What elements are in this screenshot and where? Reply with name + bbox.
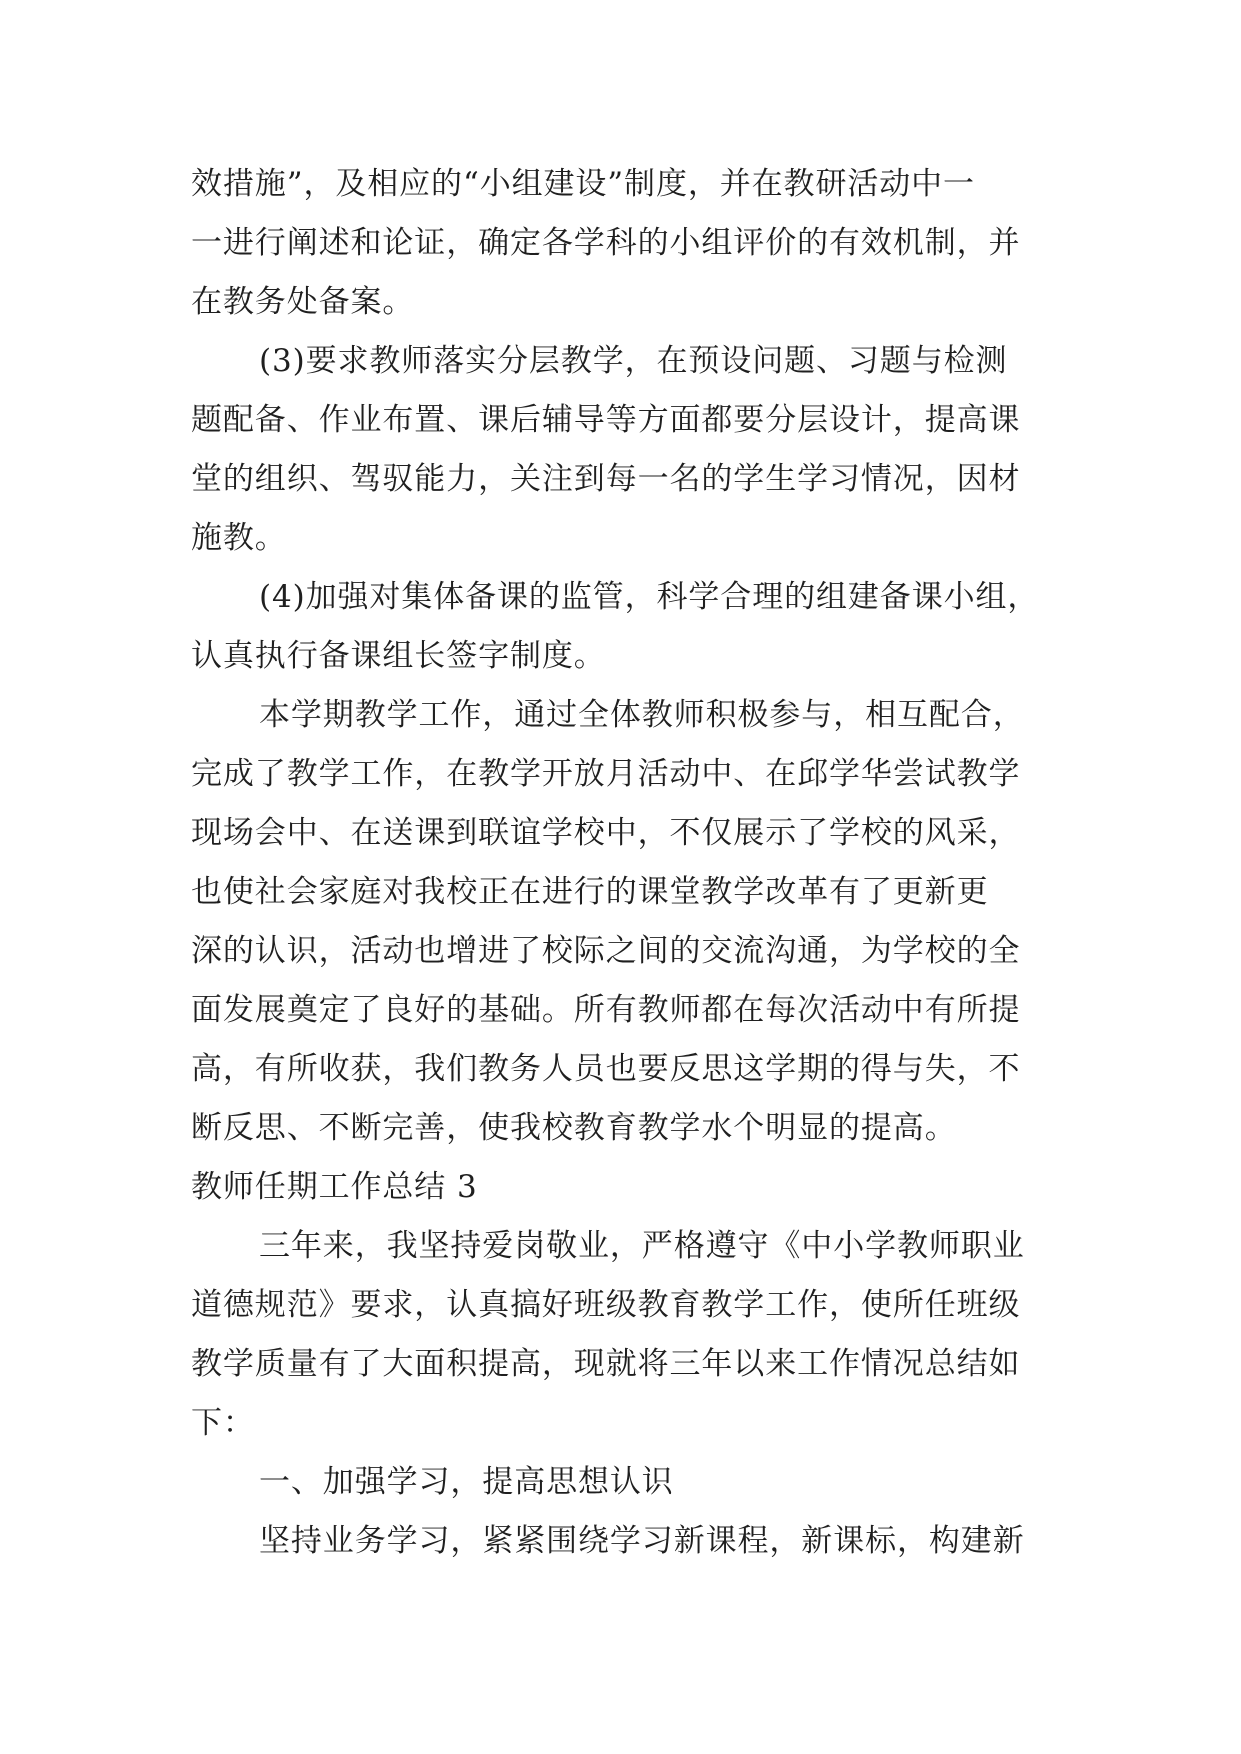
text-line: 道德规范》要求，认真搞好班级教育教学工作，使所任班级 xyxy=(191,1287,1021,1323)
text-line: 现场会中、在送课到联谊学校中，不仅展示了学校的风采， xyxy=(191,815,1021,851)
text-line: 一进行阐述和论证，确定各学科的小组评价的有效机制，并 xyxy=(191,225,1021,261)
text-line: 深的认识，活动也增进了校际之间的交流沟通，为学校的全 xyxy=(191,933,1021,969)
text-line: 施教。 xyxy=(191,520,287,556)
text-line: 教学质量有了大面积提高，现就将三年以来工作情况总结如 xyxy=(191,1346,1021,1382)
text-line: 坚持业务学习，紧紧围绕学习新课程，新课标，构建新 xyxy=(259,1523,1025,1559)
text-line: 下： xyxy=(191,1405,255,1441)
text-line: 一、加强学习，提高思想认识 xyxy=(259,1464,674,1500)
text-line: 认真执行备课组长签字制度。 xyxy=(191,638,606,674)
text-line: 面发展奠定了良好的基础。所有教师都在每次活动中有所提 xyxy=(191,992,1021,1028)
text-line: (4)加强对集体备课的监管，科学合理的组建备课小组， xyxy=(259,579,1040,615)
document-body xyxy=(191,155,1067,1571)
text-line: 题配备、作业布置、课后辅导等方面都要分层设计，提高课 xyxy=(191,402,1021,438)
text-line: 堂的组织、驾驭能力，关注到每一名的学生学习情况，因材 xyxy=(191,461,1021,497)
text-line: 断反思、不断完善，使我校教育教学水个明显的提高。 xyxy=(191,1110,957,1146)
text-line: 完成了教学工作，在教学开放月活动中、在邱学华尝试教学 xyxy=(191,756,1021,792)
text-line: 在教务处备案。 xyxy=(191,284,415,320)
text-line: 三年来，我坚持爱岗敬业，严格遵守《中小学教师职业 xyxy=(259,1228,1025,1264)
text-line: 高，有所收获，我们教务人员也要反思这学期的得与失，不 xyxy=(191,1051,1021,1087)
text-line: 效措施”，及相应的“小组建设”制度，并在教研活动中一 xyxy=(191,166,975,202)
text-line: 本学期教学工作，通过全体教师积极参与，相互配合， xyxy=(259,697,1025,733)
text-line: 也使社会家庭对我校正在进行的课堂教学改革有了更新更 xyxy=(191,874,989,910)
text-line: 教师任期工作总结 3 xyxy=(191,1169,478,1205)
text-line: (3)要求教师落实分层教学，在预设问题、习题与检测 xyxy=(259,343,1008,379)
